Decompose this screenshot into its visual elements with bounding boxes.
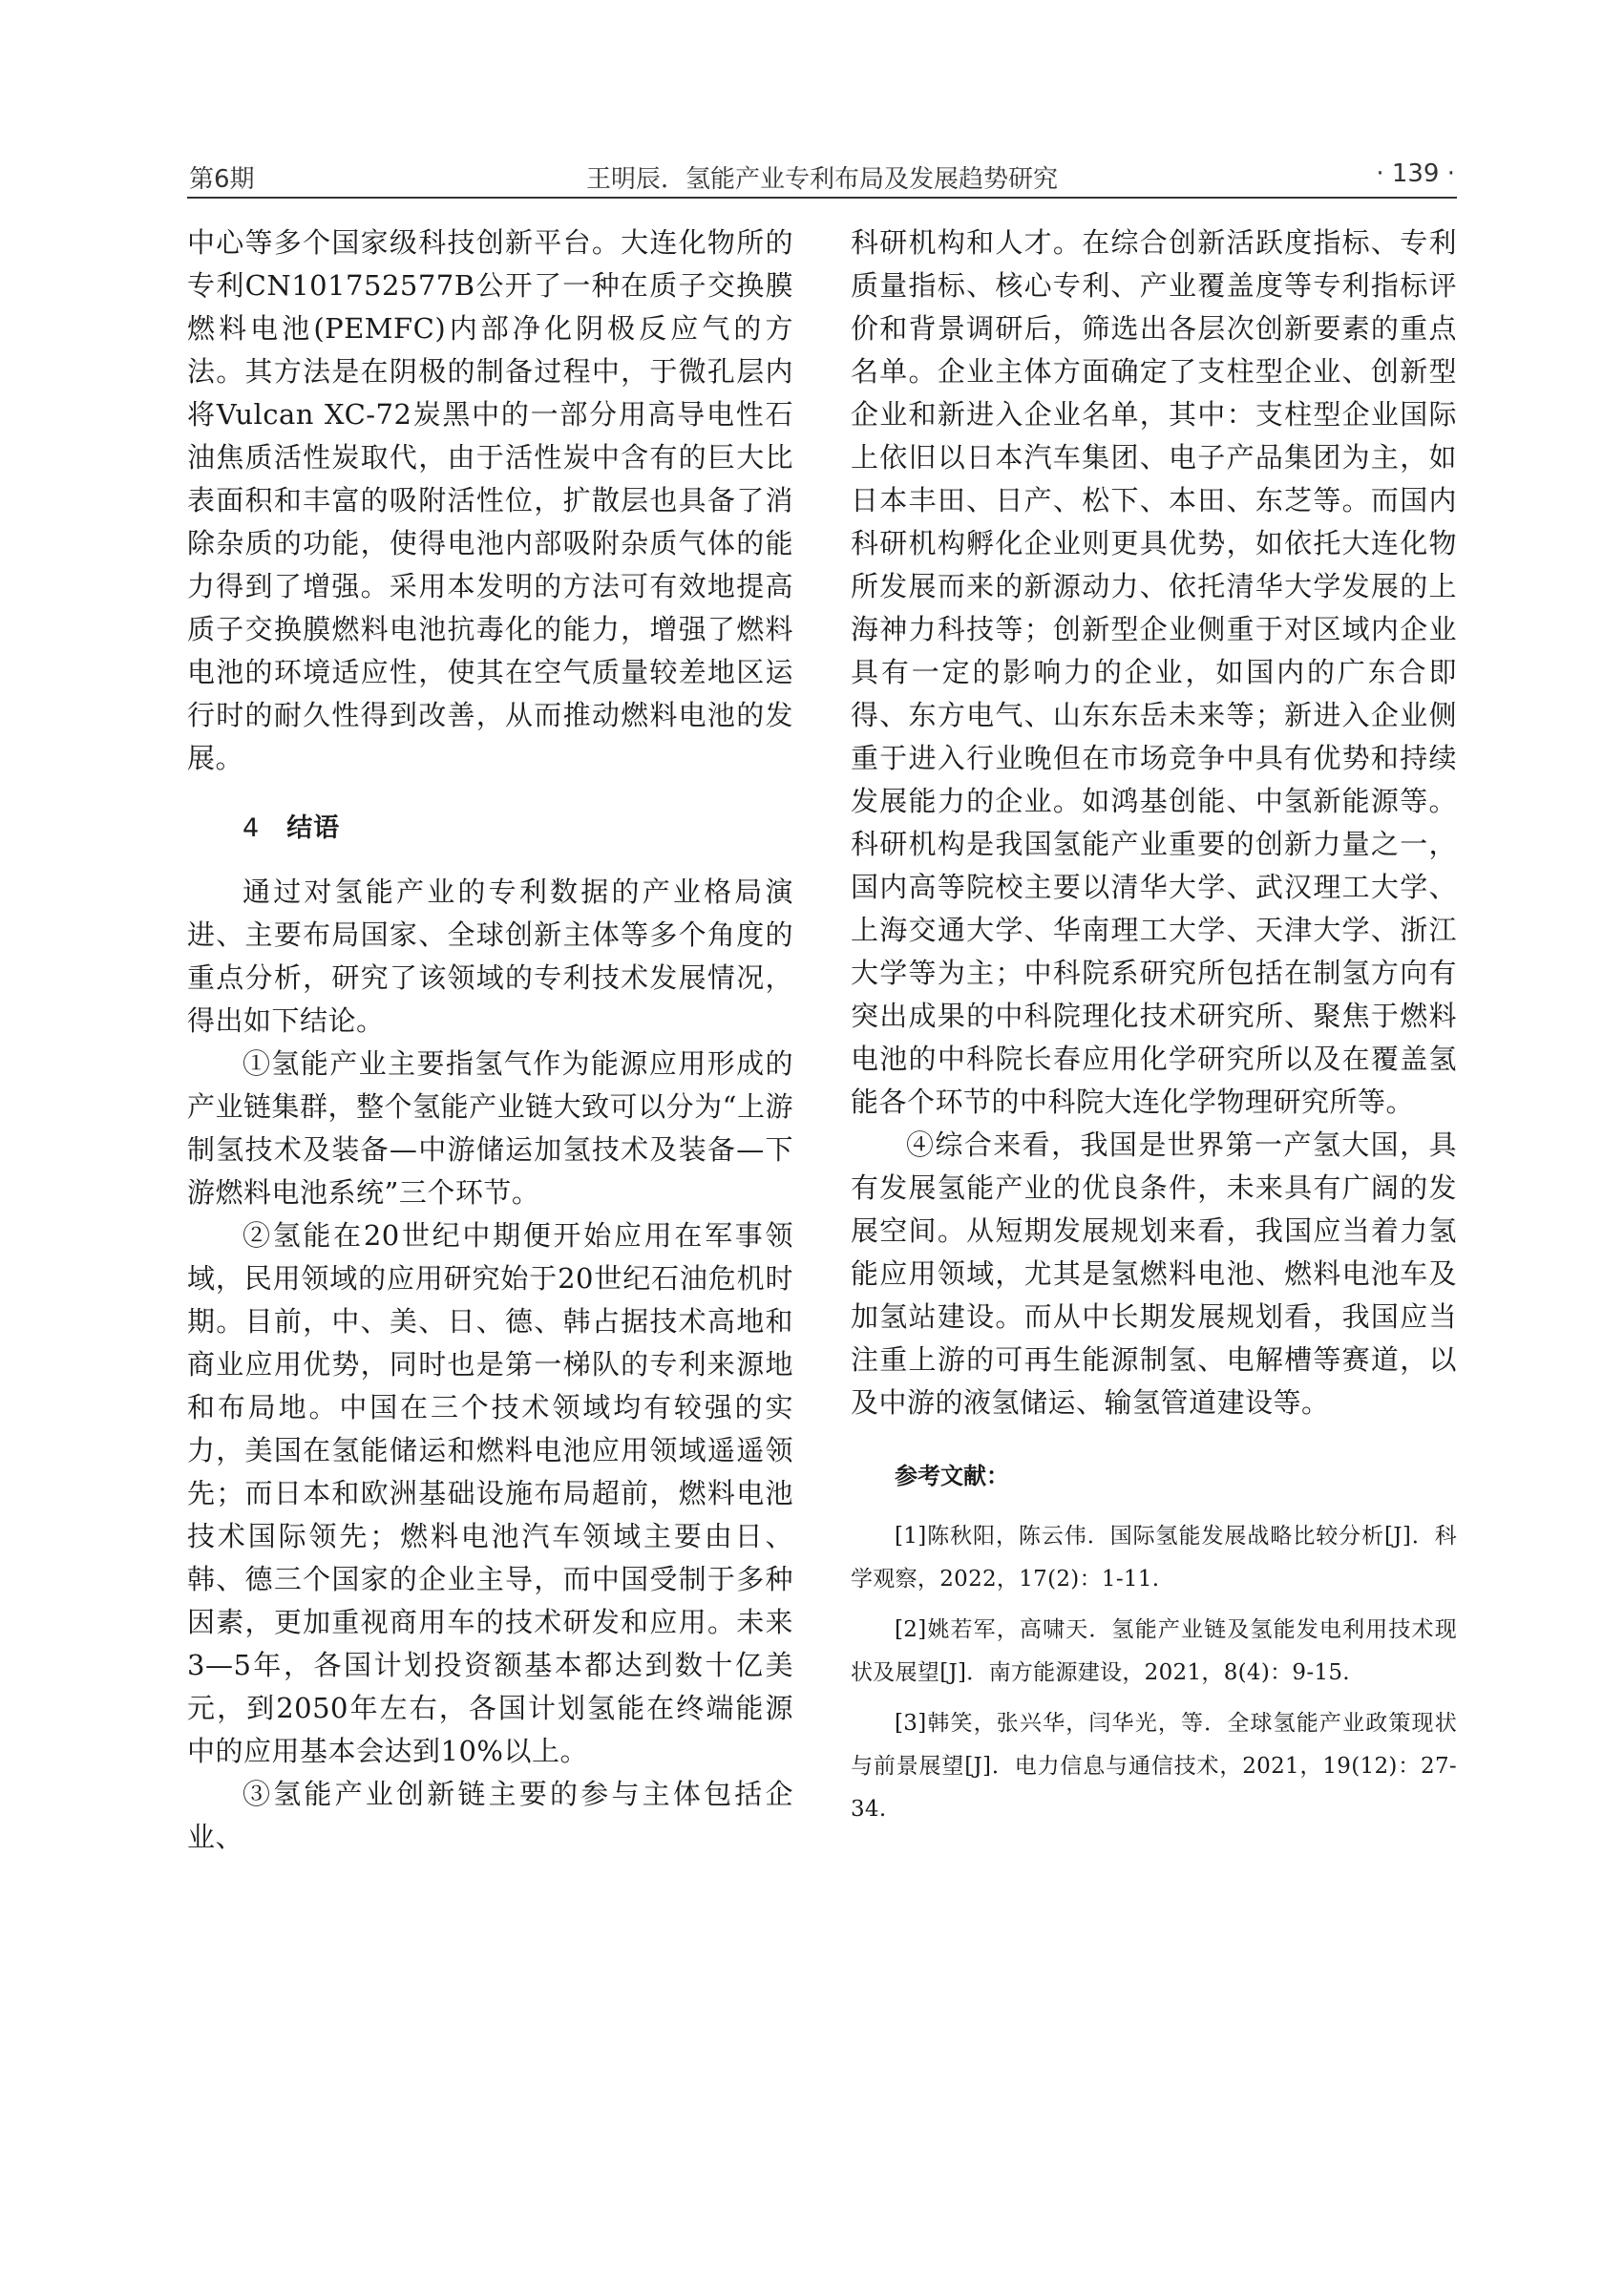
left-column: [187, 221, 793, 1859]
section-heading: [243, 807, 793, 844]
section-title: 结语: [286, 813, 341, 843]
reference-entry: [2]姚若军，高啸天．氢能产业链及氢能发电利用技术现状及展望[J]．南方能源建设，2021，8(4)：9-15.: [851, 1617, 1457, 1685]
page-number: · 139 ·: [1376, 159, 1455, 188]
conclusion-item-2: ②氢能在20世纪中期便开始应用在军事领域，民用领域的应用研究始于20世纪石油危机时期。目前，中、美、日、德、韩占据技术高地和商业应用优势，同时也是第一梯队的专利来源地和布局地。中国在三个技术领域均有较强的实力，美国在氢能储运和燃料电池应用领域遥遥领先；而日本和欧洲基础设施布局超前，燃料电池技术国际领先；燃料电池汽车领域主要由日、韩、德三个国家的企业主导，而中国受制于多种因素，更加重视商用车的技术研发和应用。未来3—5年，各国计划投资额基本都达到数十亿美元，到2050年左右，各国计划氢能在终端能源中的应用基本会达到10%以上。: [187, 1219, 793, 1767]
article-running-title: 王明辰．氢能产业专利布局及发展趋势研究: [585, 165, 1059, 194]
issue-number: 第6期: [189, 165, 255, 194]
section-number: 4: [243, 813, 261, 843]
conclusion-item-3: ③氢能产业创新链主要的参与主体包括企业、: [187, 1778, 793, 1853]
body-paragraph: 科研机构和人才。在综合创新活跃度指标、专利质量指标、核心专利、产业覆盖度等专利指标评价和背景调研后，筛选出各层次创新要素的重点名单。企业主体方面确定了支柱型企业、创新型企业和新进入企业名单，其中：支柱型企业国际上依旧以日本汽车集团、电子产品集团为主，如日本丰田、日产、松下、本田、东芝等。而国内科研机构孵化企业则更具优势，如依托大连化物所发展而来的新源动力、依托清华大学发展的上海神力科技等；创新型企业侧重于对区域内企业具有一定的影响力的企业，如国内的广东合即得、东方电气、山东东岳未来等；新进入企业侧重于进入行业晚但在市场竞争中具有优势和持续发展能力的企业。如鸿基创能、中氢新能源等。科研机构是我国氢能产业重要的创新力量之一，国内高等院校主要以清华大学、武汉理工大学、上海交通大学、华南理工大学、天津大学、浙江大学等为主；中科院系研究所包括在制氢方向有突出成果的中科院理化技术研究所、聚焦于燃料电池的中科院长春应用化学研究所以及在覆盖氢能各个环节的中科院大连化学物理研究所等。: [851, 226, 1457, 1118]
conclusion-item-1: ①氢能产业主要指氢气作为能源应用形成的产业链集群，整个氢能产业链大致可以分为“上游制氢技术及装备—中游储运加氢技术及装备—下游燃料电池系统”三个环节。: [187, 1047, 793, 1209]
reference-entry: [3]韩笑，张兴华，闫华光，等．全球氢能产业政策现状与前景展望[J]．电力信息与通信技术，2021，19(12)：27-34.: [851, 1711, 1457, 1822]
body-paragraph: 通过对氢能产业的专利数据的产业格局演进、主要布局国家、全球创新主体等多个角度的重点分析，研究了该领域的专利技术发展情况，得出如下结论。: [187, 875, 793, 1037]
running-header: [187, 153, 1457, 199]
body-paragraph: 中心等多个国家级科技创新平台。大连化物所的专利CN101752577B公开了一种在质子交换膜燃料电池(PEMFC)内部净化阴极反应气的方法。其方法是在阴极的制备过程中，于微孔层内将Vulcan XC-72炭黑中的一部分用高导电性石油焦质活性炭取代，由于活性炭中含有的巨大比表面积和丰富的吸附活性位，扩散层也具备了消除杂质的功能，使得电池内部吸附杂质气体的能力得到了增强。采用本发明的方法可有效地提高质子交换膜燃料电池抗毒化的能力，增强了燃料电池的环境适应性，使其在空气质量较差地区运行时的耐久性得到改善，从而推动燃料电池的发展。: [187, 226, 793, 774]
conclusion-item-4: ④综合来看，我国是世界第一产氢大国，具有发展氢能产业的优良条件，未来具有广阔的发展空间。从短期发展规划来看，我国应当着力氢能应用领域，尤其是氢燃料电池、燃料电池车及加氢站建设。而从中长期发展规划看，我国应当注重上游的可再生能源制氢、电解槽等赛道，以及中游的液氢储运、输氢管道建设等。: [851, 1128, 1457, 1419]
references-heading: 参考文献：: [895, 1463, 1009, 1489]
right-column: [851, 221, 1457, 1839]
reference-entry: [1]陈秋阳，陈云伟．国际氢能发展战略比较分析[J]．科学观察，2022，17(2)：1-11.: [851, 1524, 1457, 1592]
